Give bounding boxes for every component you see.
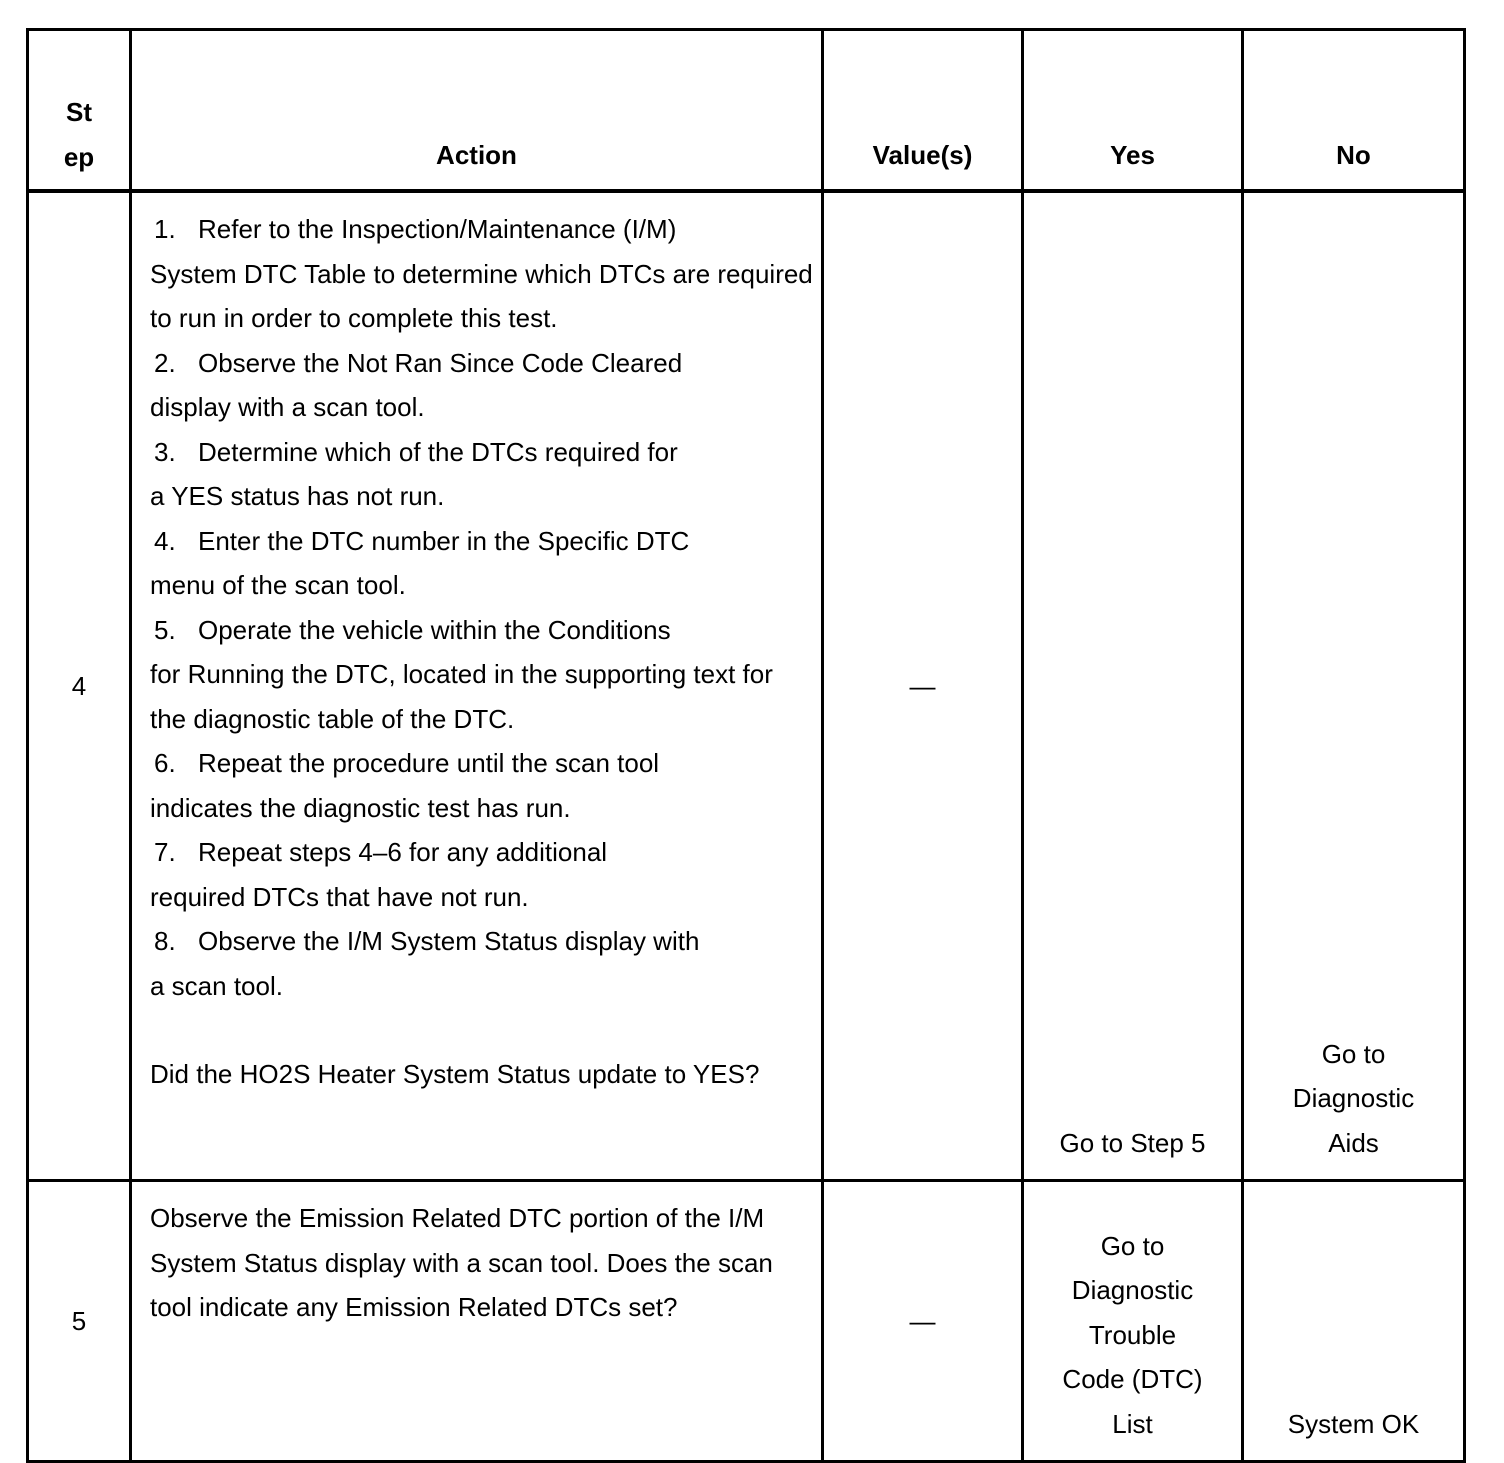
no-cell: System OK — [1243, 1181, 1465, 1462]
header-step-line1: St — [66, 97, 92, 127]
table-header-row — [28, 30, 1465, 192]
yes-cell: Go to Step 5 — [1023, 191, 1243, 1181]
list-item: 6. Repeat the procedure until the scan tool indicates the diagnostic test has run. — [150, 748, 660, 823]
list-item: 3. Determine which of the DTCs required for a YES status has not run. — [150, 436, 678, 511]
header-values: Value(s) — [823, 30, 1023, 192]
list-item: 7. Repeat steps 4–6 for any additional required DTCs that have not run. — [150, 837, 608, 912]
header-no: No — [1243, 30, 1465, 192]
question-text: Did the HO2S Heater System Status update to YES? — [150, 1059, 760, 1089]
diagnostic-table — [26, 28, 1466, 1463]
yes-cell: Go to Diagnostic Trouble Code (DTC) List — [1023, 1181, 1243, 1462]
action-cell — [131, 191, 823, 1181]
value-cell: — — [823, 1181, 1023, 1462]
list-item: 4. Enter the DTC number in the Specific DTC menu of the scan tool. — [150, 525, 690, 600]
value-cell: — — [823, 191, 1023, 1181]
table-row — [28, 191, 1465, 1181]
no-cell: Go to Diagnostic Aids — [1243, 191, 1465, 1181]
list-item: 2. Observe the Not Ran Since Code Cleared display with a scan tool. — [150, 347, 683, 422]
header-step-line2: ep — [63, 141, 95, 172]
list-item: 5. Operate the vehicle within the Conditions for Running the DTC, located in the supporting text for the diagnostic table of the DTC. — [150, 614, 773, 734]
action-cell: Observe the Emission Related DTC portion of the I/M System Status display with a scan tool. Does the scan tool indicate any Emission Related DTCs set? — [131, 1181, 823, 1462]
list-item: 1. Refer to the Inspection/Maintenance (I/M) System DTC Table to determine which DTCs are required to run in order to complete this test. — [150, 214, 813, 333]
step-number: 4 — [28, 191, 131, 1181]
list-item: 8. Observe the I/M System Status display with a scan tool. — [150, 926, 700, 1001]
step-number: 5 — [28, 1181, 131, 1462]
header-action: Action — [131, 30, 823, 192]
header-yes: Yes — [1023, 30, 1243, 192]
table-row — [28, 1181, 1465, 1462]
header-step — [28, 30, 131, 192]
